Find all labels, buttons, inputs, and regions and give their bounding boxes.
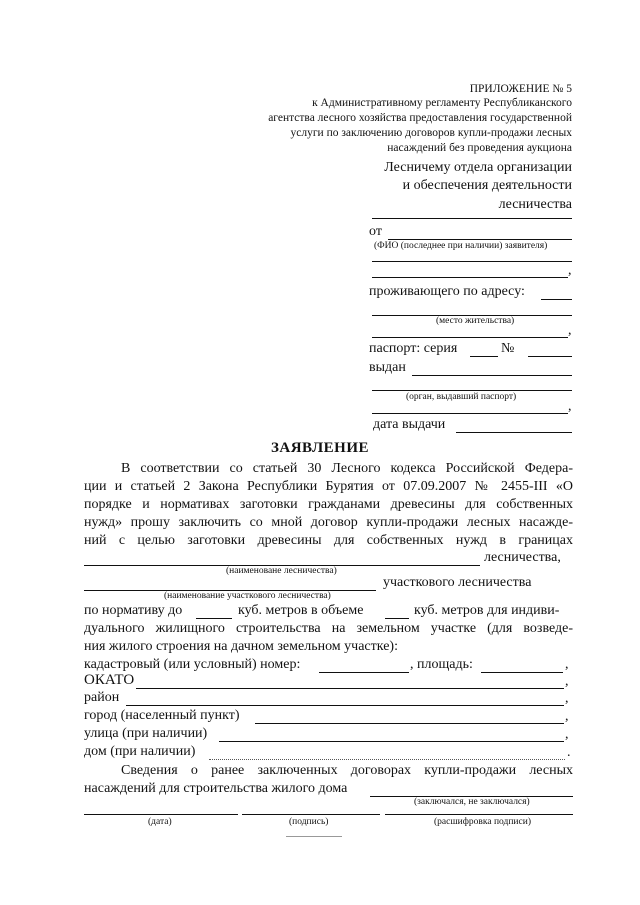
signature-caption: (подпись) [289,817,329,827]
comma: , [568,323,572,338]
body-line: насаждений для строительства жилого дома [84,781,348,796]
forestry-suffix: лесничества, [484,550,561,565]
norm-label: по нормативу до [84,603,183,618]
appendix-title: ПРИЛОЖЕНИЕ № 5 [469,83,572,95]
appendix-line: агентства лесного хозяйства предоставления государственной [268,112,572,124]
issue-date-label: дата выдачи [373,417,446,432]
district-forestry-suffix: участкового лесничества [383,575,532,590]
decode-caption: (расшифровка подписи) [434,817,531,827]
city-line [255,723,564,724]
issued-line-2 [372,390,572,391]
appendix-line: услуги по заключению договоров купли-продажи лесных [290,127,572,139]
address-line [541,299,572,300]
city-label: город (населенный пункт) [84,708,240,723]
date-line [84,814,238,815]
date-caption: (дата) [148,817,172,827]
body-line: В соответствии со статьей 30 Лесного кодекса Российской Федера- [121,461,573,476]
address-line-3 [372,337,568,338]
district-label: район [84,690,120,705]
statement-title: ЗАЯВЛЕНИЕ [270,440,370,456]
forestry-caption: (наименоване лесничества) [226,566,337,576]
from-label: от [369,224,382,239]
area-line [481,672,563,673]
signature-line [242,814,380,815]
issued-line [412,375,572,376]
appendix-line: к Административному регламенту Республиканского [312,97,572,109]
cadastral-label: кадастровый (или условный) номер: [84,657,301,672]
comma: , [565,727,569,742]
okato-label: ОКАТО [84,672,135,688]
passport-number-sign: № [501,341,515,356]
recipient-line: и обеспечения деятельности [402,178,572,193]
issue-date-line [456,432,572,433]
passport-series-line [470,356,498,357]
period: . [567,745,571,760]
body-line: дуального жилищного строительства на земельном участке (для возведе- [84,621,573,636]
district-line [126,705,564,706]
issued-label: выдан [369,360,406,375]
volume-line [385,618,409,619]
body-line: ния жилого строения на дачном земельном участке): [84,639,398,654]
passport-number-line [528,356,572,357]
cadastral-line [319,672,409,673]
norm-volume-line [196,618,232,619]
passport-series-label: паспорт: серия [369,341,458,356]
recipient-line: Лесничему отдела организации [384,160,572,175]
okato-line [136,688,564,689]
fio-caption: (ФИО (последнее при наличии) заявителя) [374,241,548,251]
area-label: , площадь: [410,657,473,672]
contracts-caption: (заключался, не заключался) [414,797,530,807]
norm-volume-label: куб. метров в объеме [238,603,364,618]
residence-caption: (место жительства) [436,316,515,326]
comma: , [568,399,572,414]
issuer-caption: (орган, выдавший паспорт) [406,392,517,402]
recipient-line: лесничества [498,197,572,212]
comma: , [565,709,569,724]
address-label: проживающего по адресу: [369,284,525,299]
street-line [219,741,564,742]
comma: , [565,657,569,672]
body-line: нужд» прошу заключить со мной договор купли-продажи лесных насажде- [84,515,573,530]
body-line: ний с целью заготовки древесины для собственных нужд в границах [84,533,573,548]
comma: , [568,263,572,278]
footer-rule [286,836,342,837]
fio-line [388,239,572,240]
decode-line [385,814,573,815]
street-label: улица (при наличии) [84,726,208,741]
comma: , [565,691,569,706]
norm-purpose-label: куб. метров для индиви- [414,603,560,618]
forestry-name-line [372,218,572,219]
issued-line-3 [372,413,568,414]
body-line: порядке и нормативах заготовки гражданами древесины для собственных [84,497,573,512]
appendix-line: насаждений без проведения аукциона [387,142,572,154]
house-line [209,759,565,760]
district-forestry-caption: (наименование участкового лесничества) [164,591,331,601]
fio-line-2 [372,261,572,262]
comma: , [565,674,569,689]
fio-line-3 [372,277,568,278]
body-line: Сведения о ранее заключенных договорах купли-продажи лесных [121,763,573,778]
house-label: дом (при наличии) [84,744,196,759]
body-line: ции и статьей 2 Закона Республики Бурятия от 07.09.2007 № 2455-III «О [84,479,573,494]
